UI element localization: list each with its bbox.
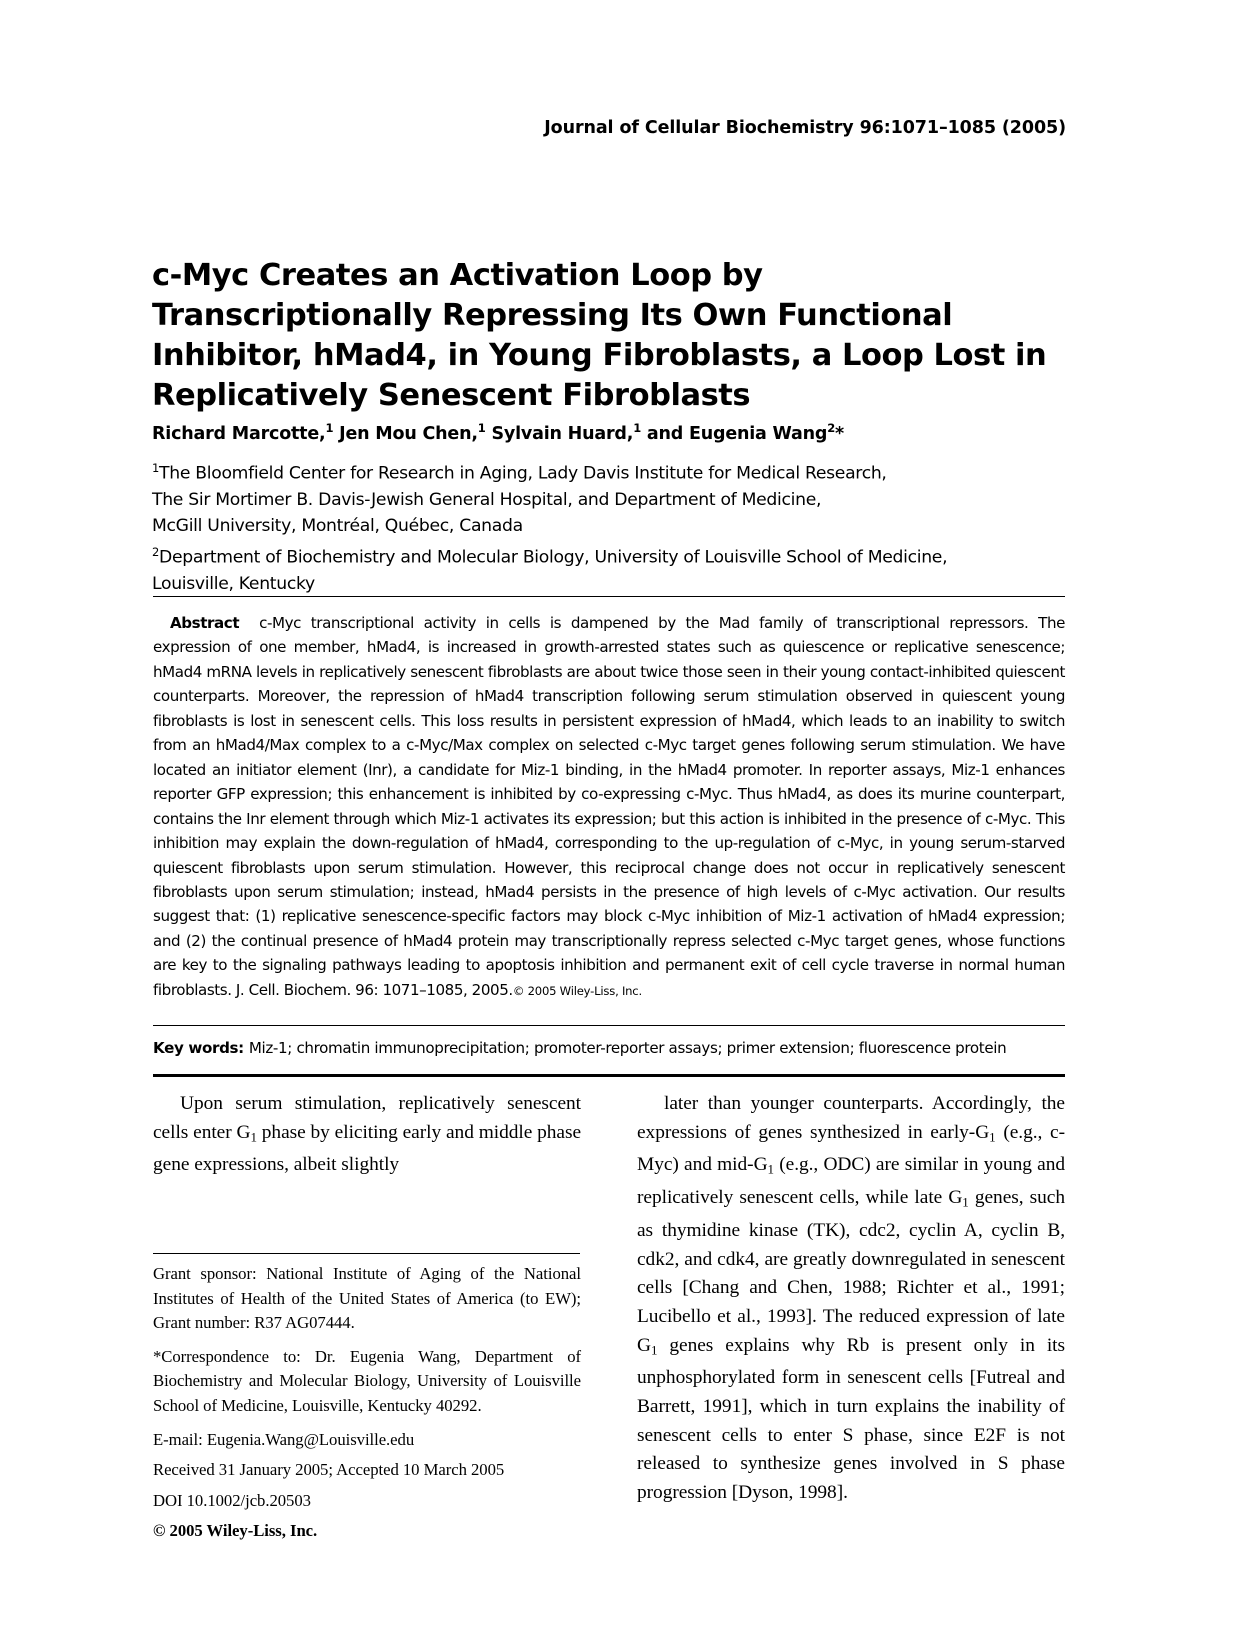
correspondence-note: *Correspondence to: Dr. Eugenia Wang, Department of Biochemistry and Molecular Biology, University of Louisville School of Medicine, Louisville, Kentucky 40292. xyxy=(153,1346,581,1415)
affiliation-line: McGill University, Montréal, Québec, Canada xyxy=(152,516,523,537)
publisher-copyright: © 2005 Wiley-Liss, Inc. xyxy=(153,1521,318,1541)
email-note[interactable]: E-mail: Eugenia.Wang@Louisville.edu xyxy=(153,1429,415,1449)
affiliation-line: $^2$Department of Biochemistry and Molecular Biology, University of Louisville School of Medicine, xyxy=(152,545,948,569)
affiliation-list xyxy=(152,455,1057,597)
author-list: Richard Marcotte,$^1$ Jen Mou Chen,$^1$ Sylvain Huard,$^1$ and Eugenia Wang$^2$* xyxy=(152,421,844,444)
body-column-right xyxy=(637,1090,1065,1507)
abstract-text: c-Myc transcriptional activity in cells is dampened by the Mad family of transcriptional repressors. The expression of one member, hMad4, is increased in growth-arrested states such as quiescence or replicative senescence; hMad4 mRNA levels in replicatively senescent fibroblasts are about twice those seen in their young contact-inhibited quiescent counterparts. Moreover, the repression of hMad4 transcription following serum stimulation observed in quiescent young fibroblasts is lost in senescent cells. This loss results in persistent expression of hMad4, which leads to an inability to switch from an hMad4/Max complex to a c-Myc/Max complex on selected c-Myc target genes following serum stimulation. We have located an initiator element (Inr), a candidate for Miz-1 binding, in the hMad4 promoter. In reporter assays, Miz-1 enhances reporter GFP expression; this enhancement is inhibited by co-expressing c-Myc. Thus hMad4, as does its murine counterpart, contains the Inr element through which Miz-1 activates its expression; but this action is inhibited in the presence of c-Myc. This inhibition may explain the down-regulation of hMad4, corresponding to the up-regulation of c-Myc, in young serum-starved quiescent fibroblasts upon serum stimulation. However, this reciprocal change does not occur in replicatively senescent fibroblasts upon serum stimulation; instead, hMad4 persists in the presence of high levels of c-Myc activation. Our results suggest that: (1) replicative senescence-specific factors may block c-Myc inhibition of Miz-1 activation of hMad4 expression; and (2) the continual presence of hMad4 protein may transcriptionally repress selected c-Myc target genes, whose functions are key to the signaling pathways leading to apoptosis inhibition and permanent exit of cell cycle traverse in normal human fibroblasts. J. Cell. Biochem. 96: 1071–1085, 2005. xyxy=(153,614,1065,999)
body-column-left xyxy=(153,1090,581,1180)
affiliation-line: $^1$The Bloomfield Center for Research in Aging, Lady Davis Institute for Medical Research, xyxy=(152,461,887,484)
keywords-label: Key words: xyxy=(153,1039,244,1057)
keywords-top-rule xyxy=(153,1025,1065,1026)
keywords-block xyxy=(153,1039,1065,1057)
grant-note: Grant sponsor: National Institute of Aging of the National Institutes of Health of the United States of America (to EW); Grant number: R37 AG07444. xyxy=(153,1264,581,1333)
journal-running-head: Journal of Cellular Biochemistry 96:1071–1085 (2005) xyxy=(544,118,1066,138)
received-note: Received 31 January 2005; Accepted 10 March 2005 xyxy=(153,1460,505,1480)
footnote-rule xyxy=(153,1253,580,1254)
abstract-label: Abstract xyxy=(170,614,240,632)
body-paragraph: Upon serum stimulation, replicatively senescent cells enter $G_1$ phase by eliciting early and middle phase gene expressions, albeit slightly xyxy=(153,1093,582,1176)
abstract-copyright: © 2005 Wiley-Liss, Inc. xyxy=(512,983,642,998)
body-paragraph: later than younger counterparts. Accordingly, the expressions of genes synthesized in early-$G_1$ (e.g., c-Myc) and mid-$G_1$ (e.g., ODC) are similar in young and replicatively senescent cells, while late $G_1$ genes, such as thymidine kinase (TK), cdc2, cyclin A, cyclin B, cdk2, and cdk4, are greatly downregulated in senescent cells [Chang and Chen, 1988; Richter et al., 1991; Lucibello et al., 1993]. The reduced expression of late $G_1$ genes explains why Rb is present only in its unphosphorylated form in senescent cells [Futreal and Barrett, 1991], which in turn explains the inability of senescent cells to enter S phase, since E2F is not released to synthesize genes involved in S phase progression [Dyson, 1998]. xyxy=(637,1093,1066,1503)
doi-note[interactable]: DOI 10.1002/jcb.20503 xyxy=(153,1490,311,1510)
footnote-block xyxy=(153,1262,581,1553)
page-title: c-Myc Creates an Activation Loop by Transcriptionally Repressing Its Own Functional Inhibitor, hMad4, in Young Fibroblasts, a Loop Lost in Replicatively Senescent Fibroblasts xyxy=(152,258,1047,414)
abstract-top-rule xyxy=(153,596,1065,597)
abstract-block xyxy=(153,611,1065,1003)
body-top-rule xyxy=(153,1074,1065,1077)
affiliation-line: The Sir Mortimer B. Davis-Jewish General Hospital, and Department of Medicine, xyxy=(152,489,822,510)
keywords-text: Miz-1; chromatin immunoprecipitation; promoter-reporter assays; primer extension; fluorescence protein xyxy=(248,1039,1007,1057)
affiliation-line: Louisville, Kentucky xyxy=(152,574,315,595)
